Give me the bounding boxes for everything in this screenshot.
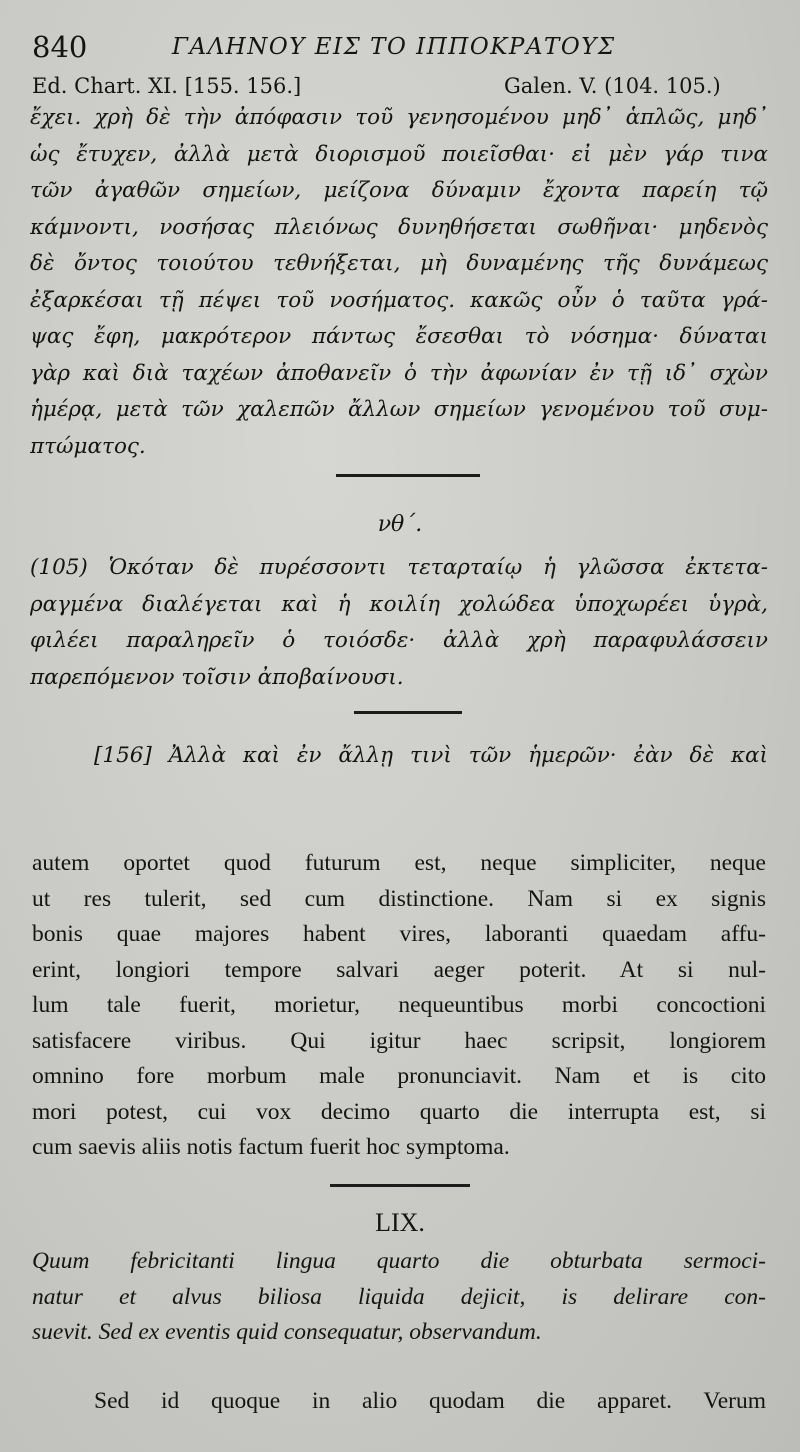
latin-commentary-line: satisfacere viribus. Qui igitur haec scripsit, longiorem [32, 1027, 766, 1054]
greek-aphorism-line: (105) Ὁκόταν δὲ πυρέσσοντι τεταρταίῳ ἡ γλῶσσα ἐκτετα- [30, 555, 768, 580]
section-divider [330, 1184, 470, 1187]
greek-commentary-start [94, 738, 768, 775]
greek-commentary-start-line: [156] Ἀλλὰ καὶ ἐν ἄλλῃ τινὶ τῶν ἡμερῶν· ἐὰν δὲ καὶ [94, 743, 768, 768]
latin-commentary-line: ut res tulerit, sed cum distinctione. Nam si ex signis [32, 885, 766, 912]
greek-commentary-line: ψας ἔφη, μακρότερον πάντως ἔσεσθαι τὸ νόσημα· δύναται [30, 324, 768, 349]
greek-commentary-line: τῶν ἀγαθῶν σημείων, μείζονα δύναμιν ἔχοντα παρείη τῷ [30, 178, 768, 203]
greek-commentary-line: ἐξαρκέσαι τῇ πέψει τοῦ νοσήματος. κακῶς οὖν ὁ ταῦτα γρά- [30, 287, 768, 313]
latin-commentary-line: autem oportet quod futurum est, neque simpliciter, neque [32, 850, 766, 876]
greek-commentary-line: ἔχει. χρὴ δὲ τὴν ἀπόφασιν τοῦ γενησομένου μηδ᾽ ἁπλῶς, μηδ᾽ [30, 105, 768, 130]
latin-commentary-line: cum saevis aliis notis factum fuerit hoc symptoma. [32, 1134, 510, 1160]
running-title: ΓΑΛΗΝΟΥ ΕΙΣ ΤΟ ΙΠΠΟΚΡΑΤΟΥΣ [172, 34, 616, 60]
greek-commentary-line: ἡμέρᾳ, μετὰ τῶν χαλεπῶν ἄλλων σημείων γενομένου τοῦ συμ- [30, 397, 768, 422]
section-divider [354, 711, 462, 714]
latin-aphorism-line: Quum febricitanti lingua quarto die obturbata sermoci- [32, 1248, 766, 1274]
greek-commentary-line: δὲ ὄντος τοιούτου τεθνήξεται, μὴ δυναμένης τῆς δυνάμεως [30, 251, 768, 276]
latin-commentary-line: bonis quae majores habent vires, laboranti quaedam affu- [32, 921, 766, 947]
greek-aphorism-line: φιλέει παραληρεῖν ὁ τοιόσδε· ἀλλὰ χρὴ παραφυλάσσειν [30, 628, 768, 653]
latin-commentary-line: lum tale fuerit, morietur, nequeuntibus morbi concoctioni [32, 992, 766, 1018]
page-number: 840 [32, 30, 88, 64]
greek-commentary-line: γὰρ καὶ διὰ ταχέων ἀποθανεῖν ὁ τὴν ἀφωνίαν ἐν τῇ ιδ᾽ σχὼν [30, 360, 768, 386]
greek-commentary [30, 100, 768, 465]
greek-aphorism-line: παρεπόμενον τοῖσιν ἀποβαίνουσι. [30, 664, 404, 690]
greek-commentary-line: πτώματος. [30, 433, 146, 459]
latin-commentary-line: omnino fore morbum male pronunciavit. Nam et is cito [32, 1063, 766, 1089]
edition-reference-right: Galen. V. (104. 105.) [504, 74, 721, 98]
latin-aphorism-line: suevit. Sed ex eventis quid consequatur, observandum. [32, 1319, 542, 1345]
greek-commentary-line: κάμνοντι, νοσήσας πλειόνως δυνηθήσεται σωθῆναι· μηδενὸς [30, 214, 768, 240]
latin-commentary-line: mori potest, cui vox decimo quarto die interrupta est, si [32, 1098, 766, 1125]
section-divider [336, 474, 480, 477]
latin-commentary-start [94, 1384, 766, 1420]
latin-commentary-line: erint, longiori tempore salvari aeger poterit. At si nul- [32, 956, 766, 983]
latin-aphorism-line: natur et alvus biliosa liquida dejicit, is delirare con- [32, 1283, 766, 1310]
greek-section-number: νθ΄. [377, 512, 423, 537]
greek-aphorism [30, 550, 768, 696]
greek-aphorism-line: ραγμένα διαλέγεται καὶ ἡ κοιλίη χολώδεα ὑποχωρέει ὑγρὰ, [30, 591, 768, 617]
latin-commentary [32, 846, 766, 1166]
greek-commentary-line: ὡς ἔτυχεν, ἀλλὰ μετὰ διορισμοῦ ποιεῖσθαι· εἰ μὲν γάρ τινα [30, 141, 768, 167]
latin-aphorism [32, 1244, 766, 1351]
latin-commentary-start-line: Sed id quoque in alio quodam die apparet. Verum [94, 1388, 766, 1414]
edition-reference-left: Ed. Chart. XI. [155. 156.] [32, 74, 302, 98]
latin-section-number: LIX. [375, 1208, 425, 1237]
